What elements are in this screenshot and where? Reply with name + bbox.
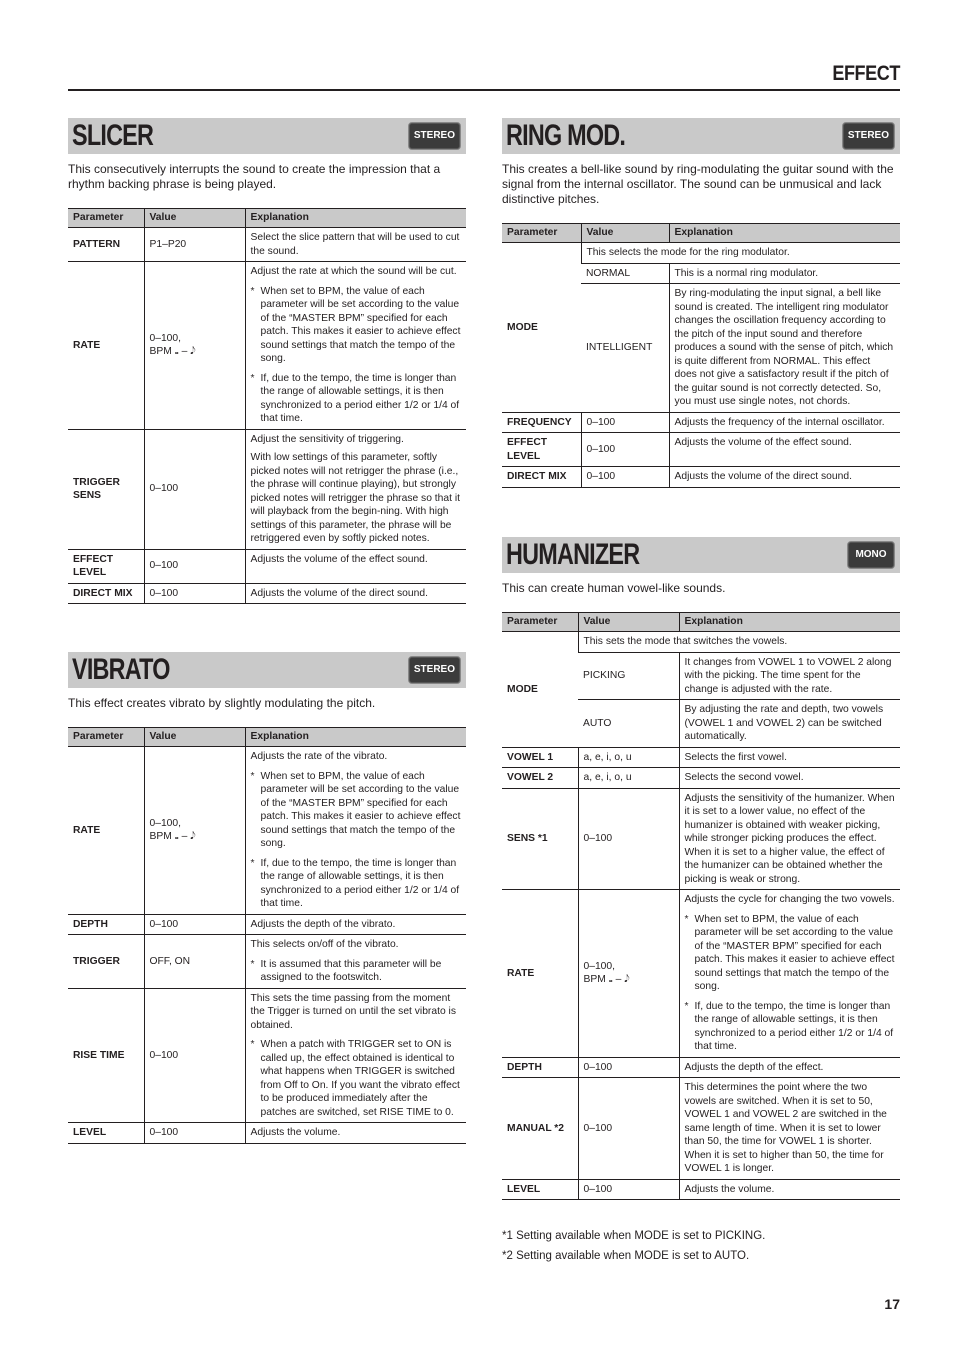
param-value: 0–100 — [144, 549, 245, 583]
explanation-text: Adjusts the sensitivity of the humanizer. When it is set to a lower value, no effect of the humanizer is obtained with weaker picking, while stronger picking produces the effect. When it is set to a higher value, the effect of the humanizer can be obtained whether the picking is weak or strong. — [684, 792, 895, 885]
param-name: RATE — [68, 747, 144, 915]
explanation-text: Adjusts the cycle for changing the two vowels. — [684, 894, 895, 905]
table-row — [68, 747, 466, 915]
explanation-text: With low settings of this parameter, softly picked notes will not retrigger the phrase (i.e., the phrase will continue playing), but strongly picked notes will retrigger the phrase so that it will playback from the begin-ning. With high settings of this parameter, the phrase will be retriggered even by softly picked notes. — [250, 452, 460, 544]
section-title: HUMANIZER — [506, 538, 640, 571]
page-number: 17 — [884, 1296, 900, 1312]
param-name: MODE — [502, 243, 581, 413]
note: * If, due to the tempo, the time is longer than the range of allowable settings, it is then synchronized to a period either 1/2 or 1/4 of that time. — [684, 1000, 894, 1052]
param-explanation — [679, 747, 900, 768]
param-explanation — [245, 429, 466, 549]
explanation-text: Adjusts the volume of the direct sound. — [250, 587, 428, 599]
section-intro: This creates a bell-like sound by ring-modulating the guitar sound with the signal from the internal oscillator. The sound can be unmusical and lack distinctive pitches. — [502, 162, 894, 206]
parameter-table — [68, 727, 466, 1144]
column-header-explanation: Explanation — [245, 209, 466, 228]
param-name: EFFECT LEVEL — [68, 549, 144, 583]
table-row — [68, 228, 466, 262]
note-text: When set to BPM, the value of each parameter will be set according to the value of the “MASTER BPM” specified for each patch. This makes it easier to achieve effect sound settings that match the tempo of the song. — [260, 285, 461, 364]
param-value: 0–100 — [144, 914, 245, 935]
param-name: RATE — [502, 890, 578, 1058]
footnote: *2 Setting available when MODE is set to AUTO. — [502, 1250, 750, 1262]
param-name: FREQUENCY — [502, 412, 581, 433]
note: * It is assumed that this parameter will be assigned to the footswitch. — [251, 958, 462, 985]
param-value: NORMAL — [581, 263, 669, 284]
column-header-explanation: Explanation — [669, 224, 900, 243]
table-row — [68, 262, 466, 430]
param-name: RISE TIME — [68, 988, 144, 1123]
section-intro: This effect creates vibrato by slightly modulating the pitch. — [68, 696, 376, 710]
param-explanation: By ring-modulating the input signal, a bell like sound is created. The intelligent ring modulator changes the oscillation frequency according to the pitch of the input sound and therefore produces a sound with the sense of pitch, which is quite different from NORMAL. This effect does not give a satisfactory result if the pitch of the guitar sound is not correctly detected. So, you must use single notes, not chords. — [669, 284, 900, 413]
header-rule — [68, 89, 900, 91]
param-value: 0–100 — [581, 467, 669, 488]
note: * If, due to the tempo, the time is longer than the range of allowable settings, it is then synchronized to a period either 1/2 or 1/4 of that time. — [250, 372, 460, 424]
explanation-text: Adjusts the depth of the effect. — [684, 1061, 824, 1073]
note: * When set to BPM, the value of each parameter will be set according to the value of the “MASTER BPM” specified for each patch. This makes it easier to achieve effect sound settings that match the tempo of the song. — [250, 285, 461, 364]
param-value: 0–100 — [581, 433, 669, 467]
param-explanation — [679, 1078, 900, 1180]
param-value: 0–100 — [144, 1123, 245, 1144]
param-value: a, e, i, o, u — [578, 768, 679, 789]
param-explanation: Adjusts the volume of the effect sound. — [669, 433, 900, 467]
ringmod-section — [502, 118, 900, 488]
param-name: RATE — [68, 262, 144, 430]
note-text: If, due to the tempo, the time is longer than the range of allowable settings, it is then synchronized to a period either 1/2 or 1/4 of that time. — [260, 857, 460, 909]
stereo-badge: STEREO — [408, 656, 461, 684]
note: * When a patch with TRIGGER set to ON is called up, the effect obtained is identical to what happens when TRIGGER is switched from Off to On. If you want the vibrato effect to be produced immediately after the patches are switched, set RISE TIME to 0. — [250, 1039, 460, 1118]
param-name: SENS *1 — [502, 788, 578, 890]
column-header-value: Value — [144, 209, 245, 228]
table-row — [502, 890, 900, 1058]
param-value: 0–100 — [144, 583, 245, 604]
section-heading-bar — [68, 652, 466, 688]
table-row — [502, 1057, 900, 1078]
param-name: MANUAL *2 — [502, 1078, 578, 1180]
header-title: EFFECT — [832, 62, 900, 85]
explanation-text: Adjust the rate at which the sound will be cut. — [250, 266, 457, 277]
note-text: When set to BPM, the value of each parameter will be set according to the value of the “MASTER BPM” specified for each patch. This makes it easier to achieve effect sound settings that match the tempo of the song. — [260, 770, 461, 849]
param-name: DIRECT MIX — [68, 583, 144, 604]
table-header-row — [502, 613, 900, 632]
table-header-row — [502, 224, 900, 243]
footnote: *1 Setting available when MODE is set to PICKING. — [502, 1230, 766, 1242]
mono-badge: MONO — [847, 541, 895, 569]
table-row — [502, 747, 900, 768]
table-row — [502, 433, 900, 467]
param-value: INTELLIGENT — [581, 284, 669, 413]
section-title: RING MOD. — [506, 119, 626, 152]
table-header-row — [68, 728, 466, 747]
param-explanation: Adjusts the frequency of the internal oscillator. — [669, 412, 900, 433]
param-explanation: It changes from VOWEL 1 to VOWEL 2 along with the picking. The time spent for the change is adjusted with the rate. — [679, 652, 900, 700]
footnotes — [502, 1226, 765, 1266]
note: * When set to BPM, the value of each parameter will be set according to the value of the “MASTER BPM” specified for each patch. This makes it easier to achieve effect sound settings that match the tempo of the song. — [684, 913, 895, 992]
table-row — [502, 467, 900, 488]
param-explanation — [245, 988, 466, 1123]
param-line: TRIGGER — [73, 476, 120, 488]
explanation-text: This determines the point where the two vowels are switched. When it is set to 50, VOWEL 1 and VOWEL 2 are switched in the same length of time. When it is set to lower than 50, the time for VOWEL 1 is shorter. When it is set to higher than 50, the time for VOWEL 1 is longer. — [684, 1082, 887, 1174]
note-text: If, due to the tempo, the time is longer than the range of allowable settings, it is then synchronized to a period either 1/2 or 1/4 of that time. — [694, 1000, 894, 1052]
param-value: 0–100 — [144, 429, 245, 549]
section-intro: This can create human vowel-like sounds. — [502, 581, 726, 595]
param-explanation — [245, 262, 466, 430]
slicer-section — [68, 118, 466, 604]
vibrato-section — [68, 652, 466, 1144]
param-explanation — [245, 583, 466, 604]
param-value: 0–100 — [578, 1057, 679, 1078]
param-value — [144, 262, 245, 430]
stereo-badge: STEREO — [408, 122, 461, 150]
param-value: 0–100 — [581, 412, 669, 433]
column-header-parameter: Parameter — [68, 209, 144, 228]
note-text: When a patch with TRIGGER set to ON is called up, the effect obtained is identical to what happens when TRIGGER is switched from Off to On. If you want the vibrato effect to be produced immediately after the patches are switched, set RISE TIME to 0. — [260, 1039, 460, 1118]
table-row — [68, 914, 466, 935]
parameter-table — [502, 223, 900, 488]
param-name: EFFECT LEVEL — [502, 433, 581, 467]
param-value: P1–P20 — [144, 228, 245, 262]
column-header-explanation: Explanation — [679, 613, 900, 632]
param-explanation: By adjusting the rate and depth, two vowels (VOWEL 1 and VOWEL 2) can be switched automatically. — [679, 700, 900, 748]
parameter-table — [502, 612, 900, 1200]
humanizer-section — [502, 537, 900, 1200]
explanation-text: Adjusts the depth of the vibrato. — [250, 918, 396, 930]
note-text: If, due to the tempo, the time is longer than the range of allowable settings, it is then synchronized to a period either 1/2 or 1/4 of that time. — [260, 372, 460, 424]
param-name: VOWEL 1 — [502, 747, 578, 768]
param-value — [144, 747, 245, 915]
table-row — [68, 549, 466, 583]
param-explanation — [245, 747, 466, 915]
param-value: AUTO — [578, 700, 679, 748]
note-text: It is assumed that this parameter will be assigned to the footswitch. — [260, 958, 442, 983]
section-title: SLICER — [72, 119, 154, 152]
param-name: VOWEL 2 — [502, 768, 578, 789]
param-explanation — [245, 228, 466, 262]
section-heading-bar — [68, 118, 466, 154]
explanation-text: Select the slice pattern that will be used to cut the sound. — [250, 232, 460, 257]
table-row — [502, 412, 900, 433]
value-line: 0–100, — [583, 960, 615, 972]
column-header-value: Value — [144, 728, 245, 747]
column-header-parameter: Parameter — [502, 224, 581, 243]
table-row — [502, 1179, 900, 1200]
table-row — [502, 768, 900, 789]
param-value: OFF, ON — [144, 935, 245, 989]
table-row — [502, 632, 900, 653]
explanation-text: Selects the second vowel. — [684, 772, 804, 783]
note: * If, due to the tempo, the time is longer than the range of allowable settings, it is then synchronized to a period either 1/2 or 1/4 of that time. — [250, 857, 460, 909]
param-explanation — [679, 768, 900, 789]
param-name — [68, 429, 144, 549]
param-name: LEVEL — [502, 1179, 578, 1200]
table-row — [68, 583, 466, 604]
param-explanation: Adjusts the volume of the direct sound. — [669, 467, 900, 488]
section-heading-bar — [502, 118, 900, 154]
table-row — [68, 935, 466, 989]
param-name: MODE — [502, 632, 578, 748]
param-explanation — [245, 935, 466, 989]
bpm-note-value: BPM 𝅝 – 𝅘𝅥𝅮 — [149, 831, 196, 843]
param-explanation — [245, 549, 466, 583]
table-row — [502, 243, 900, 264]
table-row — [502, 788, 900, 890]
mode-description: This selects the mode for the ring modulator. — [581, 243, 900, 264]
value-line: 0–100, — [149, 332, 181, 344]
explanation-text: This selects on/off of the vibrato. — [250, 939, 399, 950]
param-name: DEPTH — [502, 1057, 578, 1078]
param-explanation: This is a normal ring modulator. — [669, 263, 900, 284]
column-header-parameter: Parameter — [502, 613, 578, 632]
param-explanation — [679, 1057, 900, 1078]
param-value — [578, 890, 679, 1058]
explanation-text: Adjusts the rate of the vibrato. — [250, 751, 388, 762]
value-line: 0–100, — [149, 817, 181, 829]
param-name: DEPTH — [68, 914, 144, 935]
explanation-text: This sets the time passing from the moment the Trigger is turned on until the set vibrato is obtained. — [250, 992, 456, 1031]
param-explanation — [245, 1123, 466, 1144]
explanation-text: Adjusts the volume of the effect sound. — [250, 553, 428, 565]
param-value: 0–100 — [578, 788, 679, 890]
param-value: PICKING — [578, 652, 679, 700]
column-header-value: Value — [581, 224, 669, 243]
table-row — [68, 988, 466, 1123]
table-row — [502, 1078, 900, 1180]
param-name: PATTERN — [68, 228, 144, 262]
param-explanation — [679, 1179, 900, 1200]
param-name: LEVEL — [68, 1123, 144, 1144]
param-value: 0–100 — [144, 988, 245, 1123]
param-line: SENS — [73, 490, 102, 501]
table-row — [68, 429, 466, 549]
param-name: DIRECT MIX — [502, 467, 581, 488]
param-value: 0–100 — [578, 1179, 679, 1200]
bpm-note-value: BPM 𝅝 – 𝅘𝅥𝅮 — [583, 974, 630, 986]
param-explanation — [245, 914, 466, 935]
table-header-row — [68, 209, 466, 228]
column-header-explanation: Explanation — [245, 728, 466, 747]
section-heading-bar — [502, 537, 900, 573]
parameter-table — [68, 208, 466, 604]
explanation-text: Adjusts the volume. — [684, 1183, 775, 1195]
note: * When set to BPM, the value of each parameter will be set according to the value of the “MASTER BPM” specified for each patch. This makes it easier to achieve effect sound settings that match the tempo of the song. — [250, 770, 461, 849]
explanation-text: Selects the first vowel. — [684, 751, 787, 763]
table-row — [68, 1123, 466, 1144]
param-value: 0–100 — [578, 1078, 679, 1180]
param-explanation — [679, 890, 900, 1058]
column-header-value: Value — [578, 613, 679, 632]
section-title: VIBRATO — [72, 653, 170, 686]
column-header-parameter: Parameter — [68, 728, 144, 747]
param-value: a, e, i, o, u — [578, 747, 679, 768]
note-text: When set to BPM, the value of each parameter will be set according to the value of the “MASTER BPM” specified for each patch. This makes it easier to achieve effect sound settings that match the tempo of the song. — [694, 913, 895, 992]
stereo-badge: STEREO — [842, 122, 895, 150]
section-intro: This consecutively interrupts the sound to create the impression that a rhythm backing phrase is being played. — [68, 162, 441, 191]
param-explanation — [679, 788, 900, 890]
explanation-text: Adjusts the volume. — [250, 1127, 341, 1138]
explanation-text: Adjust the sensitivity of triggering. — [250, 433, 404, 445]
bpm-note-value: BPM 𝅝 – 𝅘𝅥𝅮 — [149, 346, 196, 358]
param-name: TRIGGER — [68, 935, 144, 989]
mode-description: This sets the mode that switches the vowels. — [578, 632, 900, 653]
